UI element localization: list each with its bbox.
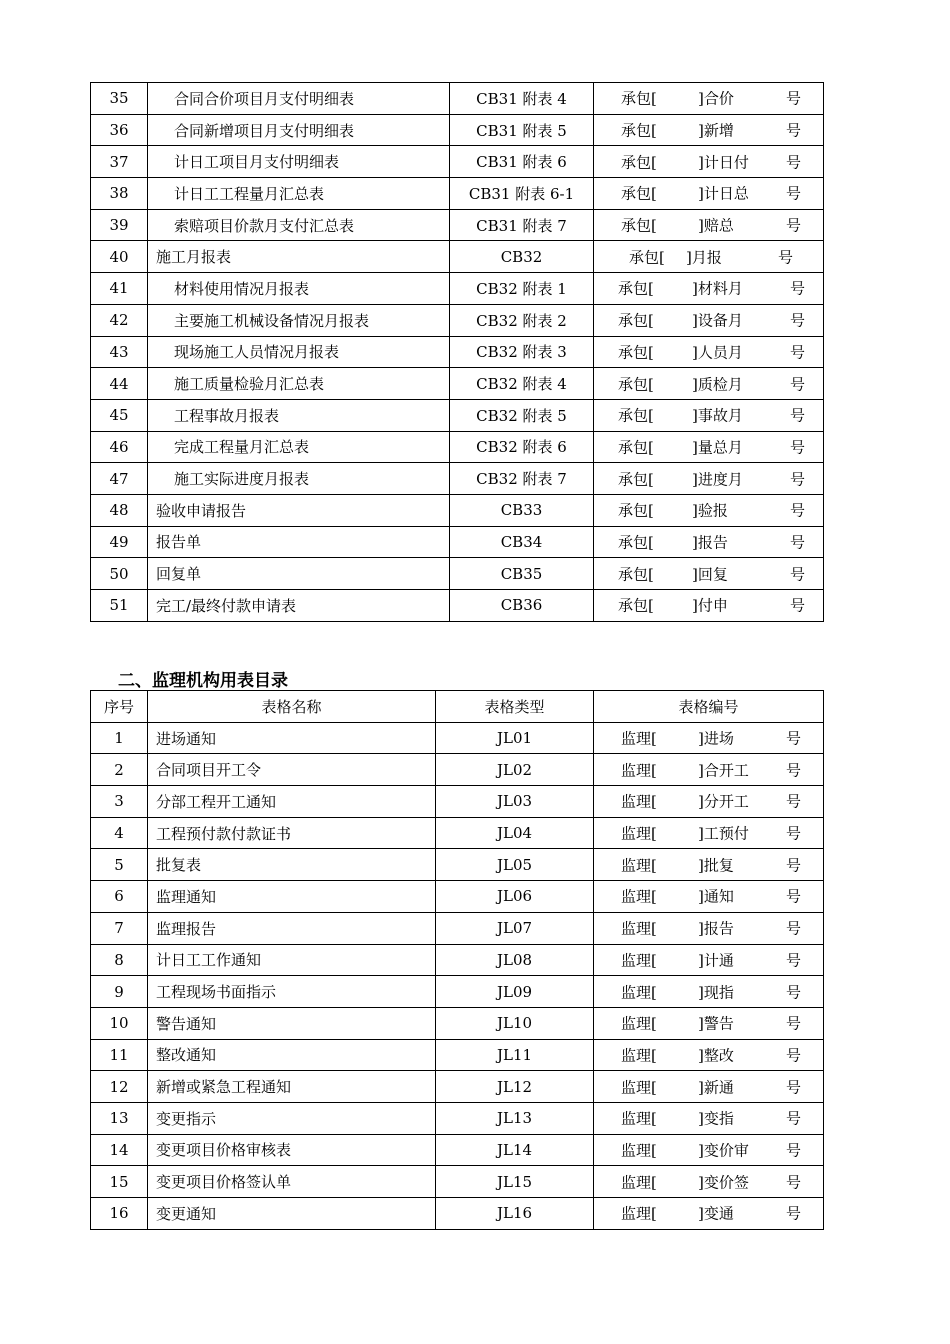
table-row bbox=[91, 1102, 824, 1134]
form-type: CB31 附表 7 bbox=[450, 209, 594, 241]
code-suffix: 号 bbox=[790, 375, 806, 394]
form-name: 合同合价项目月支付明细表 bbox=[148, 83, 450, 115]
form-code bbox=[594, 1102, 824, 1134]
code-suffix: 号 bbox=[790, 596, 806, 615]
form-type: JL11 bbox=[436, 1039, 594, 1071]
form-code bbox=[594, 463, 824, 495]
code-middle: ]月报 bbox=[686, 248, 722, 267]
table-row bbox=[91, 526, 824, 558]
form-code bbox=[594, 754, 824, 786]
form-type: CB32 附表 7 bbox=[450, 463, 594, 495]
code-suffix: 号 bbox=[786, 951, 802, 970]
code-prefix: 承包[ bbox=[618, 533, 654, 552]
table-row bbox=[91, 494, 824, 526]
code-suffix: 号 bbox=[786, 1046, 802, 1065]
form-type: JL03 bbox=[436, 786, 594, 818]
code-prefix: 监理[ bbox=[621, 1204, 657, 1223]
form-code bbox=[594, 114, 824, 146]
code-prefix: 承包[ bbox=[618, 501, 654, 520]
form-name: 报告单 bbox=[148, 526, 450, 558]
form-type: JL02 bbox=[436, 754, 594, 786]
code-middle: ]批复 bbox=[698, 856, 734, 875]
form-code bbox=[594, 976, 824, 1008]
table-row bbox=[91, 431, 824, 463]
form-name: 变更项目价格审核表 bbox=[148, 1134, 436, 1166]
form-type: CB35 bbox=[450, 558, 594, 590]
code-middle: ]事故月 bbox=[692, 406, 743, 425]
row-number: 47 bbox=[91, 463, 148, 495]
contractor-forms-table bbox=[90, 82, 824, 622]
table-row bbox=[91, 912, 824, 944]
form-code bbox=[594, 273, 824, 305]
code-prefix: 监理[ bbox=[621, 729, 657, 748]
code-middle: ]报告 bbox=[698, 919, 734, 938]
form-name: 变更项目价格签认单 bbox=[148, 1166, 436, 1198]
form-code bbox=[594, 368, 824, 400]
code-suffix: 号 bbox=[790, 279, 806, 298]
code-prefix: 监理[ bbox=[621, 824, 657, 843]
code-middle: ]警告 bbox=[698, 1014, 734, 1033]
code-middle: ]验报 bbox=[692, 501, 728, 520]
code-middle: ]合价 bbox=[698, 89, 734, 108]
code-suffix: 号 bbox=[786, 983, 802, 1002]
row-number: 11 bbox=[91, 1039, 148, 1071]
code-middle: ]合开工 bbox=[698, 761, 749, 780]
table-row bbox=[91, 849, 824, 881]
code-suffix: 号 bbox=[790, 533, 806, 552]
form-type: JL06 bbox=[436, 881, 594, 913]
code-suffix: 号 bbox=[786, 1141, 802, 1160]
table-row bbox=[91, 1198, 824, 1230]
form-code bbox=[594, 1039, 824, 1071]
supervision-forms-table bbox=[90, 690, 824, 1230]
form-name: 变更通知 bbox=[148, 1198, 436, 1230]
code-suffix: 号 bbox=[790, 311, 806, 330]
code-middle: ]付申 bbox=[692, 596, 728, 615]
form-name: 施工实际进度月报表 bbox=[148, 463, 450, 495]
table-row bbox=[91, 754, 824, 786]
table-row bbox=[91, 1071, 824, 1103]
code-middle: ]通知 bbox=[698, 887, 734, 906]
form-type: JL10 bbox=[436, 1007, 594, 1039]
code-prefix: 监理[ bbox=[621, 1014, 657, 1033]
code-prefix: 承包[ bbox=[618, 438, 654, 457]
code-middle: ]计日付 bbox=[698, 153, 749, 172]
table-row bbox=[91, 1166, 824, 1198]
form-type: JL04 bbox=[436, 817, 594, 849]
code-suffix: 号 bbox=[786, 89, 802, 108]
form-type: CB32 附表 5 bbox=[450, 399, 594, 431]
code-prefix: 承包[ bbox=[621, 153, 657, 172]
row-number: 16 bbox=[91, 1198, 148, 1230]
form-type: JL14 bbox=[436, 1134, 594, 1166]
form-name: 施工质量检验月汇总表 bbox=[148, 368, 450, 400]
code-middle: ]赔总 bbox=[698, 216, 734, 235]
table-row bbox=[91, 83, 824, 115]
row-number: 5 bbox=[91, 849, 148, 881]
code-middle: ]变价签 bbox=[698, 1173, 749, 1192]
form-code bbox=[594, 912, 824, 944]
code-prefix: 承包[ bbox=[618, 311, 654, 330]
form-name: 回复单 bbox=[148, 558, 450, 590]
row-number: 12 bbox=[91, 1071, 148, 1103]
form-type: JL05 bbox=[436, 849, 594, 881]
code-prefix: 监理[ bbox=[621, 1141, 657, 1160]
code-suffix: 号 bbox=[790, 406, 806, 425]
table-row bbox=[91, 881, 824, 913]
table-row bbox=[91, 336, 824, 368]
code-middle: ]质检月 bbox=[692, 375, 743, 394]
header-code: 表格编号 bbox=[594, 691, 824, 723]
code-suffix: 号 bbox=[786, 184, 802, 203]
code-prefix: 承包[ bbox=[618, 565, 654, 584]
form-type: CB32 附表 6 bbox=[450, 431, 594, 463]
form-name: 批复表 bbox=[148, 849, 436, 881]
header-type: 表格类型 bbox=[436, 691, 594, 723]
form-type: JL08 bbox=[436, 944, 594, 976]
table-row bbox=[91, 722, 824, 754]
code-middle: ]整改 bbox=[698, 1046, 734, 1065]
code-middle: ]进度月 bbox=[692, 470, 743, 489]
form-code bbox=[594, 304, 824, 336]
code-suffix: 号 bbox=[786, 919, 802, 938]
code-middle: ]计日总 bbox=[698, 184, 749, 203]
form-code bbox=[594, 178, 824, 210]
code-suffix: 号 bbox=[786, 216, 802, 235]
code-middle: ]变指 bbox=[698, 1109, 734, 1128]
row-number: 38 bbox=[91, 178, 148, 210]
row-number: 45 bbox=[91, 399, 148, 431]
row-number: 7 bbox=[91, 912, 148, 944]
form-type: CB36 bbox=[450, 590, 594, 622]
form-code bbox=[594, 558, 824, 590]
row-number: 14 bbox=[91, 1134, 148, 1166]
code-middle: ]进场 bbox=[698, 729, 734, 748]
section-title-supervision-forms: 二、监理机构用表目录 bbox=[118, 671, 288, 691]
row-number: 15 bbox=[91, 1166, 148, 1198]
row-number: 6 bbox=[91, 881, 148, 913]
form-type: JL07 bbox=[436, 912, 594, 944]
row-number: 35 bbox=[91, 83, 148, 115]
code-prefix: 承包[ bbox=[618, 596, 654, 615]
code-middle: ]计通 bbox=[698, 951, 734, 970]
form-name: 计日工项目月支付明细表 bbox=[148, 146, 450, 178]
form-code bbox=[594, 590, 824, 622]
code-prefix: 监理[ bbox=[621, 1046, 657, 1065]
code-suffix: 号 bbox=[786, 792, 802, 811]
row-number: 41 bbox=[91, 273, 148, 305]
form-code bbox=[594, 209, 824, 241]
code-suffix: 号 bbox=[790, 438, 806, 457]
table-row bbox=[91, 590, 824, 622]
form-type: CB32 附表 2 bbox=[450, 304, 594, 336]
code-suffix: 号 bbox=[786, 1078, 802, 1097]
code-prefix: 承包[ bbox=[621, 121, 657, 140]
code-middle: ]工预付 bbox=[698, 824, 749, 843]
code-suffix: 号 bbox=[790, 501, 806, 520]
form-code bbox=[594, 431, 824, 463]
form-code bbox=[594, 1198, 824, 1230]
row-number: 9 bbox=[91, 976, 148, 1008]
row-number: 50 bbox=[91, 558, 148, 590]
table-row bbox=[91, 209, 824, 241]
form-name: 完成工程量月汇总表 bbox=[148, 431, 450, 463]
form-name: 分部工程开工通知 bbox=[148, 786, 436, 818]
form-name: 变更指示 bbox=[148, 1102, 436, 1134]
code-middle: ]量总月 bbox=[692, 438, 743, 457]
form-type: CB31 附表 6 bbox=[450, 146, 594, 178]
form-name: 合同项目开工令 bbox=[148, 754, 436, 786]
header-name: 表格名称 bbox=[148, 691, 436, 723]
form-code bbox=[594, 1134, 824, 1166]
code-prefix: 监理[ bbox=[621, 1078, 657, 1097]
form-type: CB32 附表 1 bbox=[450, 273, 594, 305]
form-type: JL13 bbox=[436, 1102, 594, 1134]
table-row bbox=[91, 463, 824, 495]
form-type: JL12 bbox=[436, 1071, 594, 1103]
form-name: 施工月报表 bbox=[148, 241, 450, 273]
code-middle: ]分开工 bbox=[698, 792, 749, 811]
form-type: CB31 附表 5 bbox=[450, 114, 594, 146]
form-type: CB32 附表 3 bbox=[450, 336, 594, 368]
code-middle: ]变通 bbox=[698, 1204, 734, 1223]
form-code bbox=[594, 881, 824, 913]
code-suffix: 号 bbox=[786, 121, 802, 140]
code-suffix: 号 bbox=[786, 1204, 802, 1223]
table-row bbox=[91, 368, 824, 400]
form-name: 材料使用情况月报表 bbox=[148, 273, 450, 305]
form-code bbox=[594, 786, 824, 818]
code-middle: ]新增 bbox=[698, 121, 734, 140]
code-middle: ]人员月 bbox=[692, 343, 743, 362]
form-type: CB33 bbox=[450, 494, 594, 526]
form-name: 完工/最终付款申请表 bbox=[148, 590, 450, 622]
table-row bbox=[91, 558, 824, 590]
row-number: 46 bbox=[91, 431, 148, 463]
form-type: CB32 附表 4 bbox=[450, 368, 594, 400]
code-prefix: 承包[ bbox=[621, 216, 657, 235]
row-number: 48 bbox=[91, 494, 148, 526]
code-middle: ]新通 bbox=[698, 1078, 734, 1097]
form-code bbox=[594, 83, 824, 115]
row-number: 44 bbox=[91, 368, 148, 400]
form-code bbox=[594, 336, 824, 368]
row-number: 37 bbox=[91, 146, 148, 178]
row-number: 8 bbox=[91, 944, 148, 976]
code-prefix: 监理[ bbox=[621, 919, 657, 938]
row-number: 10 bbox=[91, 1007, 148, 1039]
code-prefix: 承包[ bbox=[618, 406, 654, 425]
code-prefix: 监理[ bbox=[621, 761, 657, 780]
table-row bbox=[91, 241, 824, 273]
code-prefix: 监理[ bbox=[621, 951, 657, 970]
code-suffix: 号 bbox=[790, 470, 806, 489]
form-code bbox=[594, 1007, 824, 1039]
code-suffix: 号 bbox=[786, 824, 802, 843]
form-name: 验收申请报告 bbox=[148, 494, 450, 526]
form-code bbox=[594, 494, 824, 526]
table-row bbox=[91, 399, 824, 431]
table-row bbox=[91, 944, 824, 976]
table-row bbox=[91, 786, 824, 818]
code-suffix: 号 bbox=[786, 761, 802, 780]
form-type: CB31 附表 6-1 bbox=[450, 178, 594, 210]
form-type: JL09 bbox=[436, 976, 594, 1008]
code-suffix: 号 bbox=[786, 1014, 802, 1033]
table-row bbox=[91, 1007, 824, 1039]
code-prefix: 监理[ bbox=[621, 983, 657, 1002]
form-code bbox=[594, 1166, 824, 1198]
code-prefix: 监理[ bbox=[621, 1173, 657, 1192]
code-suffix: 号 bbox=[786, 856, 802, 875]
form-name: 监理报告 bbox=[148, 912, 436, 944]
form-name: 工程事故月报表 bbox=[148, 399, 450, 431]
row-number: 1 bbox=[91, 722, 148, 754]
table-row bbox=[91, 304, 824, 336]
row-number: 2 bbox=[91, 754, 148, 786]
row-number: 4 bbox=[91, 817, 148, 849]
form-code bbox=[594, 1071, 824, 1103]
code-middle: ]材料月 bbox=[692, 279, 743, 298]
form-name: 工程预付款付款证书 bbox=[148, 817, 436, 849]
row-number: 49 bbox=[91, 526, 148, 558]
form-name: 计日工工程量月汇总表 bbox=[148, 178, 450, 210]
code-prefix: 承包[ bbox=[618, 279, 654, 298]
form-type: JL01 bbox=[436, 722, 594, 754]
form-code bbox=[594, 722, 824, 754]
form-code bbox=[594, 399, 824, 431]
table-row bbox=[91, 273, 824, 305]
row-number: 36 bbox=[91, 114, 148, 146]
code-suffix: 号 bbox=[786, 887, 802, 906]
table-row bbox=[91, 1039, 824, 1071]
code-suffix: 号 bbox=[786, 1109, 802, 1128]
code-prefix: 承包[ bbox=[618, 470, 654, 489]
code-prefix: 监理[ bbox=[621, 887, 657, 906]
form-code bbox=[594, 849, 824, 881]
table-row bbox=[91, 114, 824, 146]
form-name: 进场通知 bbox=[148, 722, 436, 754]
row-number: 3 bbox=[91, 786, 148, 818]
form-type: JL16 bbox=[436, 1198, 594, 1230]
code-prefix: 承包[ bbox=[629, 248, 665, 267]
form-name: 工程现场书面指示 bbox=[148, 976, 436, 1008]
form-code bbox=[594, 146, 824, 178]
row-number: 51 bbox=[91, 590, 148, 622]
form-name: 合同新增项目月支付明细表 bbox=[148, 114, 450, 146]
form-code bbox=[594, 817, 824, 849]
code-middle: ]变价审 bbox=[698, 1141, 749, 1160]
code-prefix: 监理[ bbox=[621, 792, 657, 811]
code-suffix: 号 bbox=[786, 729, 802, 748]
table-row bbox=[91, 178, 824, 210]
code-prefix: 承包[ bbox=[621, 89, 657, 108]
row-number: 42 bbox=[91, 304, 148, 336]
form-code bbox=[594, 241, 824, 273]
table-row bbox=[91, 146, 824, 178]
form-code bbox=[594, 944, 824, 976]
code-prefix: 承包[ bbox=[618, 375, 654, 394]
form-name: 新增或紧急工程通知 bbox=[148, 1071, 436, 1103]
form-name: 索赔项目价款月支付汇总表 bbox=[148, 209, 450, 241]
row-number: 40 bbox=[91, 241, 148, 273]
form-name: 主要施工机械设备情况月报表 bbox=[148, 304, 450, 336]
form-name: 计日工工作通知 bbox=[148, 944, 436, 976]
code-middle: ]设备月 bbox=[692, 311, 743, 330]
form-name: 现场施工人员情况月报表 bbox=[148, 336, 450, 368]
code-prefix: 监理[ bbox=[621, 1109, 657, 1128]
form-name: 警告通知 bbox=[148, 1007, 436, 1039]
form-name: 监理通知 bbox=[148, 881, 436, 913]
code-prefix: 承包[ bbox=[618, 343, 654, 362]
code-suffix: 号 bbox=[786, 1173, 802, 1192]
code-suffix: 号 bbox=[790, 565, 806, 584]
form-type: CB32 bbox=[450, 241, 594, 273]
form-type: JL15 bbox=[436, 1166, 594, 1198]
code-suffix: 号 bbox=[778, 248, 794, 267]
code-suffix: 号 bbox=[786, 153, 802, 172]
code-middle: ]现指 bbox=[698, 983, 734, 1002]
form-type: CB31 附表 4 bbox=[450, 83, 594, 115]
form-name: 整改通知 bbox=[148, 1039, 436, 1071]
row-number: 13 bbox=[91, 1102, 148, 1134]
table-row bbox=[91, 1134, 824, 1166]
table-row bbox=[91, 817, 824, 849]
table-row bbox=[91, 976, 824, 1008]
table-header-row bbox=[91, 691, 824, 723]
form-type: CB34 bbox=[450, 526, 594, 558]
row-number: 39 bbox=[91, 209, 148, 241]
row-number: 43 bbox=[91, 336, 148, 368]
code-prefix: 承包[ bbox=[621, 184, 657, 203]
code-prefix: 监理[ bbox=[621, 856, 657, 875]
header-no: 序号 bbox=[91, 691, 148, 723]
code-suffix: 号 bbox=[790, 343, 806, 362]
code-middle: ]回复 bbox=[692, 565, 728, 584]
code-middle: ]报告 bbox=[692, 533, 728, 552]
form-code bbox=[594, 526, 824, 558]
